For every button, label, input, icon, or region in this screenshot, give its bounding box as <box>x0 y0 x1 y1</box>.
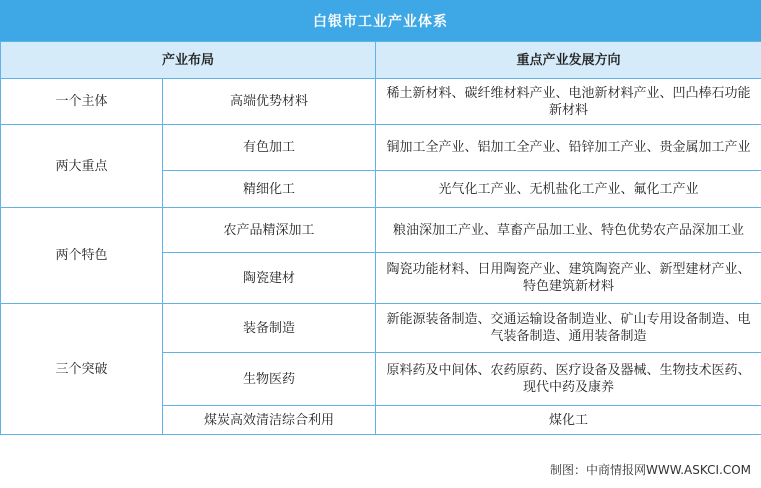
page-title: 白银市工业产业体系 <box>0 0 761 41</box>
table-row <box>1 79 761 125</box>
sector-cell: 煤炭高效清洁综合利用 <box>163 406 376 435</box>
direction-cell: 铜加工全产业、铝加工全产业、铅锌加工产业、贵金属加工产业 <box>376 125 761 171</box>
sector-cell: 陶瓷建材 <box>163 253 376 304</box>
header-direction: 重点产业发展方向 <box>376 42 761 79</box>
direction-cell: 新能源装备制造、交通运输设备制造业、矿山专用设备制造、电气装备制造、通用装备制造 <box>376 304 761 353</box>
direction-cell: 原料药及中间体、农药原药、医疗设备及器械、生物技术医药、现代中药及康养 <box>376 353 761 406</box>
header-layout: 产业布局 <box>1 42 376 79</box>
table-row <box>1 208 761 253</box>
sector-cell: 生物医药 <box>163 353 376 406</box>
table-row <box>1 125 761 171</box>
direction-cell: 光气化工产业、无机盐化工产业、氟化工产业 <box>376 171 761 208</box>
group-cell-4: 三个突破 <box>1 304 163 435</box>
sector-cell: 装备制造 <box>163 304 376 353</box>
industry-table <box>0 41 761 435</box>
direction-cell: 粮油深加工产业、草畜产品加工业、特色优势农产品深加工业 <box>376 208 761 253</box>
group-cell-1: 一个主体 <box>1 79 163 125</box>
table-row <box>1 304 761 353</box>
direction-cell: 稀土新材料、碳纤维材料产业、电池新材料产业、凹凸棒石功能新材料 <box>376 79 761 125</box>
direction-cell: 陶瓷功能材料、日用陶瓷产业、建筑陶瓷产业、新型建材产业、特色建筑新材料 <box>376 253 761 304</box>
group-cell-2: 两大重点 <box>1 125 163 208</box>
table-header-row <box>1 42 761 79</box>
sector-cell: 高端优势材料 <box>163 79 376 125</box>
sector-cell: 精细化工 <box>163 171 376 208</box>
sector-cell: 有色加工 <box>163 125 376 171</box>
group-cell-3: 两个特色 <box>1 208 163 304</box>
sector-cell: 农产品精深加工 <box>163 208 376 253</box>
source-credit: 制图：中商情报网WWW.ASKCI.COM <box>550 463 751 477</box>
direction-cell: 煤化工 <box>376 406 761 435</box>
